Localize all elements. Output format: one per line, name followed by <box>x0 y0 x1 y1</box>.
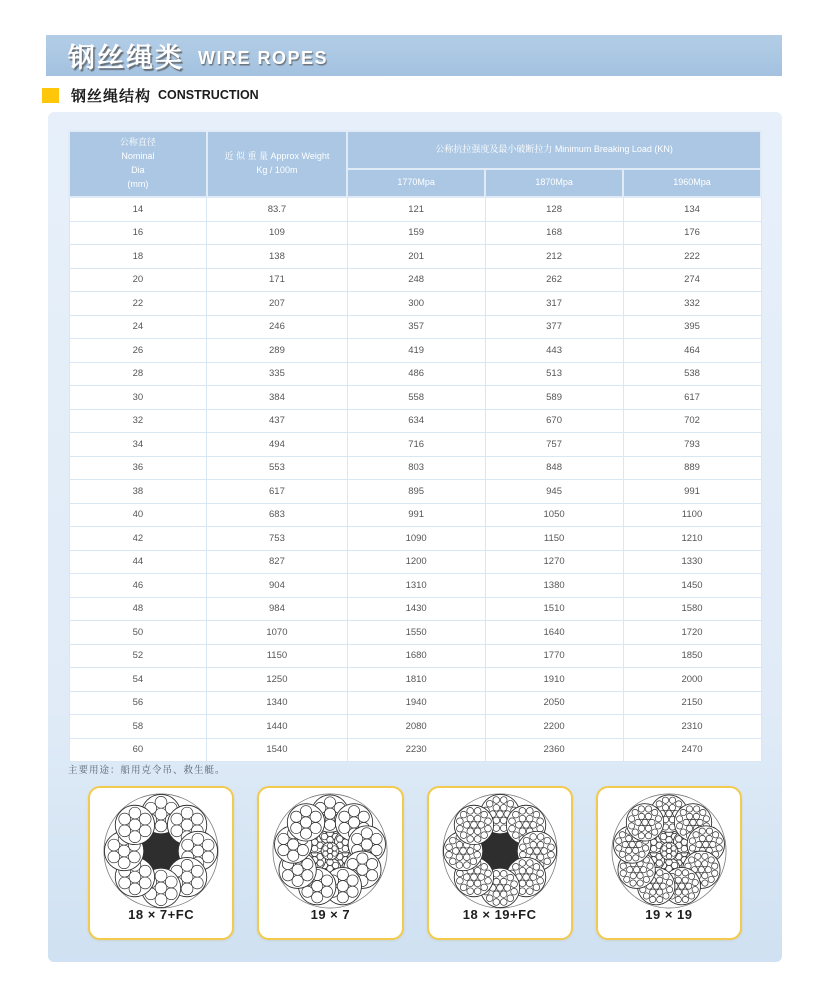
yellow-square-bullet-icon <box>42 88 59 103</box>
table-cell: 212 <box>485 245 623 269</box>
table-cell: 36 <box>69 456 207 480</box>
table-cell: 702 <box>623 409 761 433</box>
table-cell: 42 <box>69 527 207 551</box>
table-cell: 109 <box>207 221 347 245</box>
table-cell: 558 <box>347 386 485 410</box>
table-cell: 1330 <box>623 550 761 574</box>
table-cell: 538 <box>623 362 761 386</box>
table-cell: 46 <box>69 574 207 598</box>
table-row <box>69 456 761 480</box>
table-cell: 1510 <box>485 597 623 621</box>
page-title-zh: 钢丝绳类 <box>68 43 184 73</box>
table-cell: 1090 <box>347 527 485 551</box>
table-cell: 486 <box>347 362 485 386</box>
table-row <box>69 433 761 457</box>
table-cell: 289 <box>207 339 347 363</box>
table-row <box>69 597 761 621</box>
page-header-bar <box>46 35 782 76</box>
col-header-breaking-load-group: 公称抗拉强度及最小破断拉力 Minimum Breaking Load (KN) <box>347 131 761 169</box>
spec-table-container <box>68 130 762 762</box>
table-cell: 2000 <box>623 668 761 692</box>
table-cell: 1380 <box>485 574 623 598</box>
table-cell: 443 <box>485 339 623 363</box>
table-cell: 553 <box>207 456 347 480</box>
table-cell: 83.7 <box>207 197 347 221</box>
table-cell: 317 <box>485 292 623 316</box>
col-header-1770mpa: 1770Mpa <box>347 169 485 197</box>
table-row <box>69 738 761 762</box>
table-cell: 168 <box>485 221 623 245</box>
table-cell: 34 <box>69 433 207 457</box>
col-header-nominal-dia: 公称直径 Nominal Dia (mm) <box>69 131 207 197</box>
table-cell: 377 <box>485 315 623 339</box>
table-cell: 300 <box>347 292 485 316</box>
table-cell: 1910 <box>485 668 623 692</box>
table-cell: 1850 <box>623 644 761 668</box>
table-row <box>69 221 761 245</box>
table-cell: 617 <box>623 386 761 410</box>
table-cell: 16 <box>69 221 207 245</box>
section-title-zh: 钢丝绳结构 <box>71 87 152 105</box>
table-cell: 2200 <box>485 715 623 739</box>
table-cell: 52 <box>69 644 207 668</box>
table-cell: 1680 <box>347 644 485 668</box>
table-cell: 904 <box>207 574 347 598</box>
table-row <box>69 550 761 574</box>
table-cell: 617 <box>207 480 347 504</box>
table-cell: 332 <box>623 292 761 316</box>
table-cell: 494 <box>207 433 347 457</box>
table-cell: 1430 <box>347 597 485 621</box>
table-body <box>69 197 761 762</box>
table-cell: 889 <box>623 456 761 480</box>
table-cell: 176 <box>623 221 761 245</box>
table-cell: 1810 <box>347 668 485 692</box>
table-cell: 30 <box>69 386 207 410</box>
table-cell: 201 <box>347 245 485 269</box>
table-cell: 945 <box>485 480 623 504</box>
rope-cross-section-strand-core-icon <box>269 790 391 912</box>
col-header-1960mpa: 1960Mpa <box>623 169 761 197</box>
table-cell: 274 <box>623 268 761 292</box>
table-cell: 48 <box>69 597 207 621</box>
table-cell: 2050 <box>485 691 623 715</box>
table-cell: 1940 <box>347 691 485 715</box>
table-cell: 18 <box>69 245 207 269</box>
table-cell: 1150 <box>207 644 347 668</box>
wire-rope-spec-table <box>68 130 762 762</box>
table-row <box>69 480 761 504</box>
table-cell: 134 <box>623 197 761 221</box>
table-cell: 1340 <box>207 691 347 715</box>
table-cell: 1200 <box>347 550 485 574</box>
table-row <box>69 362 761 386</box>
table-cell: 56 <box>69 691 207 715</box>
table-cell: 991 <box>347 503 485 527</box>
table-cell: 40 <box>69 503 207 527</box>
table-cell: 2150 <box>623 691 761 715</box>
table-row <box>69 668 761 692</box>
table-cell: 24 <box>69 315 207 339</box>
table-row <box>69 197 761 221</box>
table-row <box>69 315 761 339</box>
table-cell: 895 <box>347 480 485 504</box>
table-cell: 138 <box>207 245 347 269</box>
table-cell: 419 <box>347 339 485 363</box>
table-cell: 757 <box>485 433 623 457</box>
table-cell: 2230 <box>347 738 485 762</box>
rope-diagram-card <box>257 786 403 940</box>
table-cell: 248 <box>347 268 485 292</box>
content-panel <box>48 112 782 962</box>
table-cell: 848 <box>485 456 623 480</box>
section-header <box>42 85 259 105</box>
table-cell: 262 <box>485 268 623 292</box>
table-cell: 1310 <box>347 574 485 598</box>
table-cell: 128 <box>485 197 623 221</box>
table-row <box>69 691 761 715</box>
table-row <box>69 292 761 316</box>
table-cell: 1540 <box>207 738 347 762</box>
table-cell: 395 <box>623 315 761 339</box>
table-cell: 1550 <box>347 621 485 645</box>
table-cell: 1250 <box>207 668 347 692</box>
table-cell: 207 <box>207 292 347 316</box>
table-cell: 634 <box>347 409 485 433</box>
rope-construction-label: 19 × 7 <box>310 907 351 922</box>
table-cell: 2360 <box>485 738 623 762</box>
table-cell: 1150 <box>485 527 623 551</box>
table-row <box>69 715 761 739</box>
table-cell: 20 <box>69 268 207 292</box>
table-cell: 32 <box>69 409 207 433</box>
rope-cross-section-fiber-core-icon <box>100 790 222 912</box>
page-title-en: WIRE ROPES <box>198 48 329 68</box>
rope-construction-label: 19 × 19 <box>645 907 693 922</box>
table-cell: 121 <box>347 197 485 221</box>
table-cell: 1070 <box>207 621 347 645</box>
table-cell: 1050 <box>485 503 623 527</box>
table-cell: 58 <box>69 715 207 739</box>
table-row <box>69 386 761 410</box>
table-row <box>69 339 761 363</box>
rope-diagram-card <box>596 786 742 940</box>
table-cell: 1580 <box>623 597 761 621</box>
table-cell: 28 <box>69 362 207 386</box>
table-cell: 60 <box>69 738 207 762</box>
table-cell: 1770 <box>485 644 623 668</box>
table-cell: 1440 <box>207 715 347 739</box>
rope-diagram-cards-row <box>88 786 742 940</box>
rope-construction-label: 18 × 19+FC <box>462 907 537 922</box>
table-cell: 827 <box>207 550 347 574</box>
table-cell: 335 <box>207 362 347 386</box>
table-row <box>69 527 761 551</box>
table-row <box>69 574 761 598</box>
table-cell: 44 <box>69 550 207 574</box>
rope-cross-section-strand-core-icon <box>608 790 730 912</box>
rope-cross-section-fiber-core-icon <box>439 790 561 912</box>
col-header-1870mpa: 1870Mpa <box>485 169 623 197</box>
table-row <box>69 621 761 645</box>
table-cell: 2080 <box>347 715 485 739</box>
table-cell: 437 <box>207 409 347 433</box>
table-cell: 171 <box>207 268 347 292</box>
table-cell: 50 <box>69 621 207 645</box>
table-cell: 803 <box>347 456 485 480</box>
table-cell: 22 <box>69 292 207 316</box>
table-cell: 246 <box>207 315 347 339</box>
table-row <box>69 409 761 433</box>
table-row <box>69 503 761 527</box>
usage-note: 主要用途：船用克令吊、救生艇。 <box>68 765 226 776</box>
table-row <box>69 245 761 269</box>
rope-construction-label: 18 × 7+FC <box>128 907 195 922</box>
table-cell: 716 <box>347 433 485 457</box>
table-cell: 159 <box>347 221 485 245</box>
table-row <box>69 644 761 668</box>
rope-diagram-card <box>427 786 573 940</box>
table-row <box>69 268 761 292</box>
table-cell: 54 <box>69 668 207 692</box>
col-header-approx-weight: 近 似 重 量 Approx Weight Kg / 100m <box>207 131 347 197</box>
table-cell: 2470 <box>623 738 761 762</box>
table-header <box>69 131 761 197</box>
table-cell: 984 <box>207 597 347 621</box>
table-cell: 991 <box>623 480 761 504</box>
table-cell: 464 <box>623 339 761 363</box>
table-cell: 1450 <box>623 574 761 598</box>
table-cell: 589 <box>485 386 623 410</box>
table-cell: 1640 <box>485 621 623 645</box>
section-title-en: CONSTRUCTION <box>158 88 259 102</box>
table-cell: 793 <box>623 433 761 457</box>
table-cell: 670 <box>485 409 623 433</box>
table-cell: 38 <box>69 480 207 504</box>
rope-diagram-card <box>88 786 234 940</box>
table-cell: 1720 <box>623 621 761 645</box>
table-cell: 513 <box>485 362 623 386</box>
table-cell: 753 <box>207 527 347 551</box>
table-cell: 1210 <box>623 527 761 551</box>
table-cell: 384 <box>207 386 347 410</box>
table-cell: 2310 <box>623 715 761 739</box>
table-cell: 14 <box>69 197 207 221</box>
table-cell: 222 <box>623 245 761 269</box>
table-cell: 1100 <box>623 503 761 527</box>
table-cell: 357 <box>347 315 485 339</box>
table-cell: 26 <box>69 339 207 363</box>
table-cell: 683 <box>207 503 347 527</box>
table-cell: 1270 <box>485 550 623 574</box>
